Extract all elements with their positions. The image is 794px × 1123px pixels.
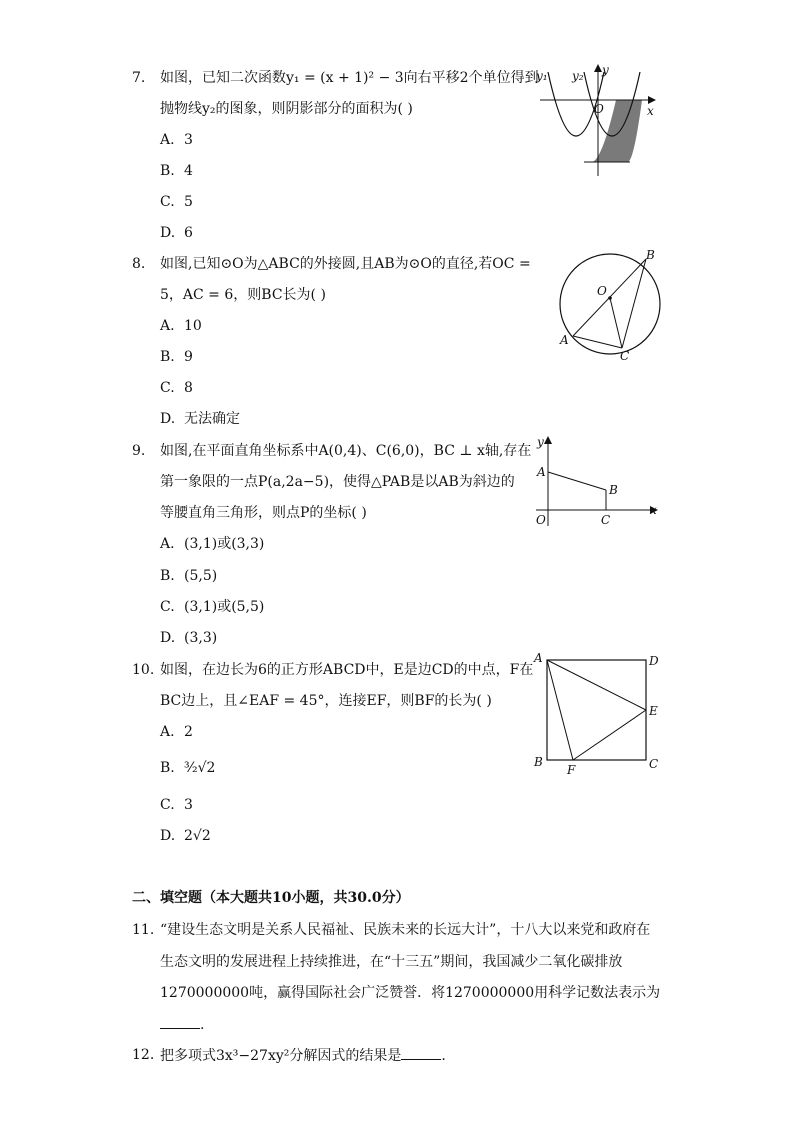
question-number: 11.: [132, 922, 155, 938]
answer-line: [160, 1014, 204, 1035]
option-letter: D.: [160, 828, 176, 844]
answer-end: .: [441, 1048, 446, 1064]
label-e: E: [649, 704, 658, 718]
question-text-line: [160, 1045, 446, 1066]
option-b[interactable]: [160, 758, 215, 778]
coordinate-figure: [528, 430, 663, 530]
option-letter: C.: [160, 599, 175, 615]
label-y2: y₂: [572, 69, 584, 83]
question-text-line: 生态文明的发展进程上持续推进，在“十三五”期间，我国减少二氧化碳排放: [160, 954, 623, 970]
question-text-line: 等腰直角三角形，则点P的坐标( ): [160, 505, 367, 521]
question-text-line: 如图，已知二次函数y₁ = (x + 1)² − 3向右平移2个单位得到: [160, 70, 539, 86]
option-a[interactable]: [160, 534, 264, 554]
option-letter: B.: [160, 163, 175, 179]
option-a[interactable]: [160, 130, 193, 150]
label-a: A: [534, 651, 543, 665]
center-point: [608, 296, 612, 300]
label-c: C: [649, 757, 659, 771]
segment-af: [547, 660, 573, 760]
option-letter: B.: [160, 760, 175, 776]
label-d: D: [649, 654, 659, 668]
circumcircle: [560, 254, 660, 354]
label-x: x: [647, 104, 654, 118]
label-y: y: [537, 435, 544, 449]
option-text: (3,3): [184, 630, 218, 646]
option-letter: A.: [160, 318, 175, 334]
option-d[interactable]: [160, 409, 240, 429]
square-figure: [530, 650, 665, 778]
answer-blank[interactable]: [401, 1045, 441, 1060]
option-text: 6: [184, 225, 193, 241]
question-number: 8.: [132, 256, 146, 272]
option-letter: D.: [160, 225, 176, 241]
segment-oc: [610, 298, 622, 348]
option-text: 10: [184, 318, 202, 334]
option-letter: A.: [160, 132, 175, 148]
question-text-line: 如图，在边长为6的正方形ABCD中，E是边CD的中点，F在: [160, 662, 534, 678]
option-d[interactable]: [160, 826, 211, 846]
segment-ae: [547, 660, 646, 710]
option-text: 4: [184, 163, 193, 179]
label-o: O: [597, 284, 607, 298]
option-b[interactable]: [160, 161, 193, 181]
option-letter: A.: [160, 724, 175, 740]
question-text-line: 抛物线y₂的图象，则阴影部分的面积为( ): [160, 101, 413, 117]
answer-end: .: [200, 1017, 205, 1033]
option-text: 2√2: [184, 828, 211, 844]
answer-blank[interactable]: [160, 1014, 200, 1029]
option-letter: D.: [160, 630, 176, 646]
option-text: 3: [184, 132, 193, 148]
option-text: ³⁄₂√2: [184, 760, 216, 776]
segment-ef: [573, 710, 646, 760]
question-text-line: “建设生态文明是关系人民福祉、民族未来的长远大计”，十八大以来党和政府在: [160, 922, 651, 938]
question-text-line: 1270000000吨，赢得国际社会广泛赞誉．将1270000000用科学记数法表示为: [160, 985, 661, 1001]
option-text: 9: [184, 349, 193, 365]
option-b[interactable]: [160, 347, 193, 367]
option-c[interactable]: [160, 378, 193, 398]
question-text-line: 如图,在平面直角坐标系中A(0,4)、C(6,0)，BC ⊥ x轴,存在: [160, 443, 532, 459]
option-c[interactable]: [160, 795, 193, 815]
question-number: 12.: [132, 1047, 155, 1063]
option-d[interactable]: [160, 223, 193, 243]
option-a[interactable]: [160, 722, 193, 742]
option-a[interactable]: [160, 316, 202, 336]
segment-ac: [573, 336, 622, 348]
label-a: A: [560, 333, 569, 347]
question-number: 7.: [132, 70, 146, 86]
parabola-figure: [530, 60, 660, 180]
circle-figure: [550, 244, 670, 368]
option-text: 2: [184, 724, 193, 740]
segment-ab: [548, 472, 606, 490]
square-abcd: [547, 660, 646, 760]
section-heading: 二、填空题（本大题共10小题，共30.0分）: [132, 890, 410, 906]
label-a: A: [537, 465, 546, 479]
question-text-line: 5，AC = 6，则BC长为( ): [160, 287, 326, 303]
option-c[interactable]: [160, 192, 193, 212]
label-o: O: [536, 513, 546, 527]
option-letter: C.: [160, 797, 175, 813]
question-text: 把多项式3x³−27xy²分解因式的结果是: [160, 1048, 402, 1064]
label-f: F: [567, 763, 576, 777]
option-letter: C.: [160, 380, 175, 396]
label-y: y: [602, 63, 609, 77]
question-number: 9.: [132, 443, 146, 459]
question-text-line: 第一象限的一点P(a,2a−5)，使得△PAB是以AB为斜边的: [160, 474, 515, 490]
question-number: 10.: [132, 662, 155, 678]
option-text: 无法确定: [184, 411, 240, 427]
option-text: 5: [184, 194, 193, 210]
option-text: (5,5): [184, 568, 218, 584]
option-letter: C.: [160, 194, 175, 210]
option-b[interactable]: [160, 566, 217, 586]
label-x: x: [650, 503, 657, 517]
label-c: C: [620, 349, 630, 363]
label-origin: O: [594, 102, 604, 116]
option-text: 3: [184, 797, 193, 813]
question-text-line: 如图,已知⊙O为△ABC的外接圆,且AB为⊙O的直径,若OC =: [160, 256, 531, 272]
option-d[interactable]: [160, 628, 217, 648]
option-letter: A.: [160, 536, 175, 552]
label-b: B: [534, 755, 543, 769]
label-b: B: [609, 483, 618, 497]
label-c: C: [601, 513, 611, 527]
option-text: (3,1)或(5,5): [184, 599, 265, 615]
option-letter: B.: [160, 568, 175, 584]
option-text: (3,1)或(3,3): [184, 536, 265, 552]
option-letter: B.: [160, 349, 175, 365]
option-letter: D.: [160, 411, 176, 427]
question-text-line: BC边上，且∠EAF = 45°，连接EF，则BF的长为( ): [160, 693, 492, 709]
label-y1: y₁: [536, 69, 548, 83]
option-text: 8: [184, 380, 193, 396]
label-b: B: [646, 248, 655, 262]
option-c[interactable]: [160, 597, 264, 617]
